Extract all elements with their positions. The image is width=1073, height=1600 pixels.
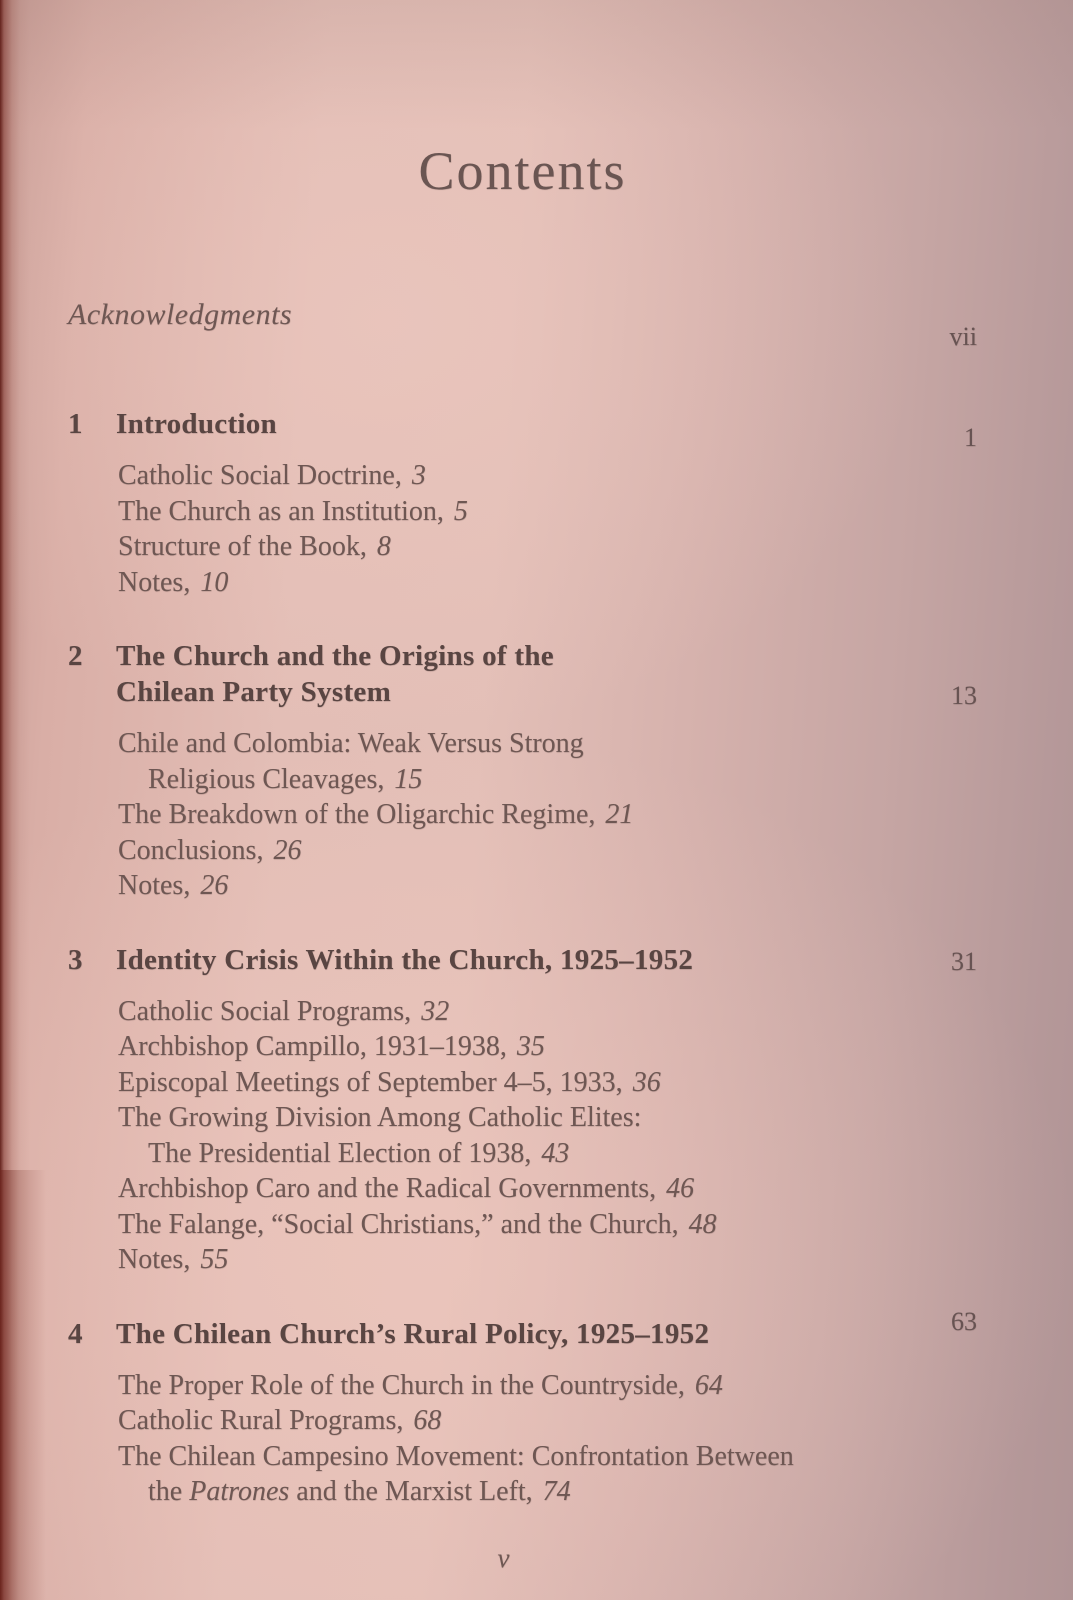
chapter-section	[68, 942, 977, 1278]
toc-entry-page-number: 36	[632, 1066, 661, 1098]
chapter-title-line: Identity Crisis Within the Church, 1925–1952	[116, 943, 694, 976]
toc-entry-text: Archbishop Caro and the Radical Governments,	[118, 1173, 657, 1204]
toc-entry-text: The Chilean Campesino Movement: Confrontation Between	[118, 1440, 794, 1472]
toc-entry-text: the	[148, 1476, 190, 1507]
toc-entry	[118, 1403, 977, 1439]
chapter-title	[116, 638, 951, 710]
chapter-heading	[68, 406, 977, 452]
chapter-title-line: Introduction	[116, 408, 277, 440]
toc-entry-page-number: 3	[411, 460, 426, 491]
toc-entry-text: Notes,	[118, 566, 191, 598]
chapter-title-line: The Church and the Origins of the	[116, 640, 554, 672]
toc-entry	[118, 1439, 977, 1475]
toc-entry-text: The Growing Division Among Catholic Elites:	[118, 1102, 642, 1133]
toc-entry-page-number: 64	[694, 1369, 723, 1401]
front-matter-page-number: vii	[949, 322, 977, 351]
toc-entry-page-number: 26	[200, 870, 229, 901]
chapter-heading	[68, 638, 977, 710]
toc-entry	[118, 994, 977, 1030]
toc-entry	[118, 1171, 977, 1207]
toc-entry	[118, 1065, 977, 1101]
chapter-entries	[118, 458, 977, 600]
toc-entry-text: Catholic Rural Programs,	[118, 1405, 404, 1436]
chapter-number: 2	[68, 640, 83, 672]
toc-entry	[118, 833, 977, 869]
chapter-entries	[118, 1368, 977, 1510]
chapter-page-number: 13	[951, 681, 977, 710]
toc-entry	[118, 1242, 977, 1278]
chapter-entries	[118, 726, 977, 904]
toc-entry	[118, 797, 977, 833]
toc-entry-page-number: 10	[200, 566, 229, 598]
toc-entry	[118, 1029, 977, 1065]
toc-entry-page-number: 43	[541, 1137, 570, 1169]
toc-entry	[118, 458, 977, 494]
toc-entry-page-number: 46	[666, 1173, 695, 1204]
toc-entry	[118, 1474, 977, 1510]
toc-entry-text: The Proper Role of the Church in the Countryside,	[118, 1369, 685, 1401]
toc-entry	[118, 494, 977, 530]
toc-entry	[118, 1100, 977, 1136]
toc-entry-text: Episcopal Meetings of September 4–5, 1933,	[118, 1066, 623, 1098]
toc-entry-text: The Falange, “Social Christians,” and the Church,	[118, 1208, 679, 1240]
toc-entry-text: The Presidential Election of 1938,	[148, 1137, 532, 1169]
front-matter-label: Acknowledgments	[68, 298, 293, 331]
toc-entry	[118, 1207, 977, 1243]
toc-entry-text: Structure of the Book,	[118, 531, 367, 562]
toc-entry-page-number: 74	[542, 1476, 571, 1507]
chapter-heading	[68, 1306, 977, 1352]
toc-entry-page-number: 8	[376, 531, 391, 562]
chapter-title-line: The Chilean Church’s Rural Policy, 1925–1952	[116, 1317, 710, 1350]
toc-entry	[118, 565, 977, 601]
toc-entry-page-number: 26	[273, 834, 302, 866]
toc-entry-text: The Breakdown of the Oligarchic Regime,	[118, 799, 596, 830]
toc-entry-text: Notes,	[118, 1244, 191, 1275]
toc-entry-page-number: 21	[605, 799, 634, 830]
chapter-heading	[68, 942, 977, 978]
toc-entry-text: and the Marxist Left,	[289, 1476, 533, 1507]
toc-entry-text-italic: Patrones	[189, 1476, 290, 1507]
toc-entry-text: Chile and Colombia: Weak Versus Strong	[118, 728, 584, 759]
chapter-page-number: 63	[951, 1306, 977, 1336]
toc-entry-text: Catholic Social Doctrine,	[118, 460, 402, 491]
chapter-section	[68, 1306, 977, 1510]
toc-entry-page-number: 32	[421, 995, 450, 1027]
toc-entry-text: Religious Cleavages,	[148, 763, 385, 795]
toc-entry-page-number: 68	[413, 1405, 442, 1436]
toc-entry-page-number: 48	[688, 1208, 717, 1240]
toc-entry	[118, 868, 977, 904]
toc-entry-text: Conclusions,	[118, 834, 264, 866]
chapter-number: 4	[68, 1317, 83, 1350]
chapter-title-line: Chilean Party System	[116, 676, 392, 708]
chapter-title	[116, 1316, 951, 1352]
toc-entry	[118, 762, 977, 798]
toc-entry-page-number: 15	[394, 763, 423, 795]
toc-entry	[118, 726, 977, 762]
chapter-section	[68, 406, 977, 600]
toc-entry-page-number: 35	[516, 1031, 545, 1062]
front-matter-row	[68, 298, 977, 352]
chapter-title	[116, 942, 951, 978]
chapter-page-number: 31	[951, 946, 977, 976]
chapter-page-number: 1	[964, 423, 977, 452]
toc-entry-text: Archbishop Campillo, 1931–1938,	[118, 1031, 507, 1062]
toc-entry	[118, 1368, 977, 1404]
chapter-section	[68, 638, 977, 904]
chapter-number: 1	[68, 408, 83, 440]
toc-entry-page-number: 5	[453, 495, 468, 527]
toc-entry-text: Catholic Social Programs,	[118, 995, 412, 1027]
toc-entry-page-number: 55	[200, 1244, 229, 1275]
chapter-number: 3	[68, 943, 83, 976]
page-title: Contents	[418, 141, 627, 201]
chapter-entries	[118, 994, 977, 1278]
chapter-title	[116, 406, 964, 442]
folio-page-number: v	[497, 1543, 510, 1573]
toc-entry	[118, 1136, 977, 1172]
toc-entry-text: The Church as an Institution,	[118, 495, 444, 527]
toc-entry-text: Notes,	[118, 870, 191, 901]
toc-entry	[118, 529, 977, 565]
chapter-list	[68, 406, 977, 1510]
